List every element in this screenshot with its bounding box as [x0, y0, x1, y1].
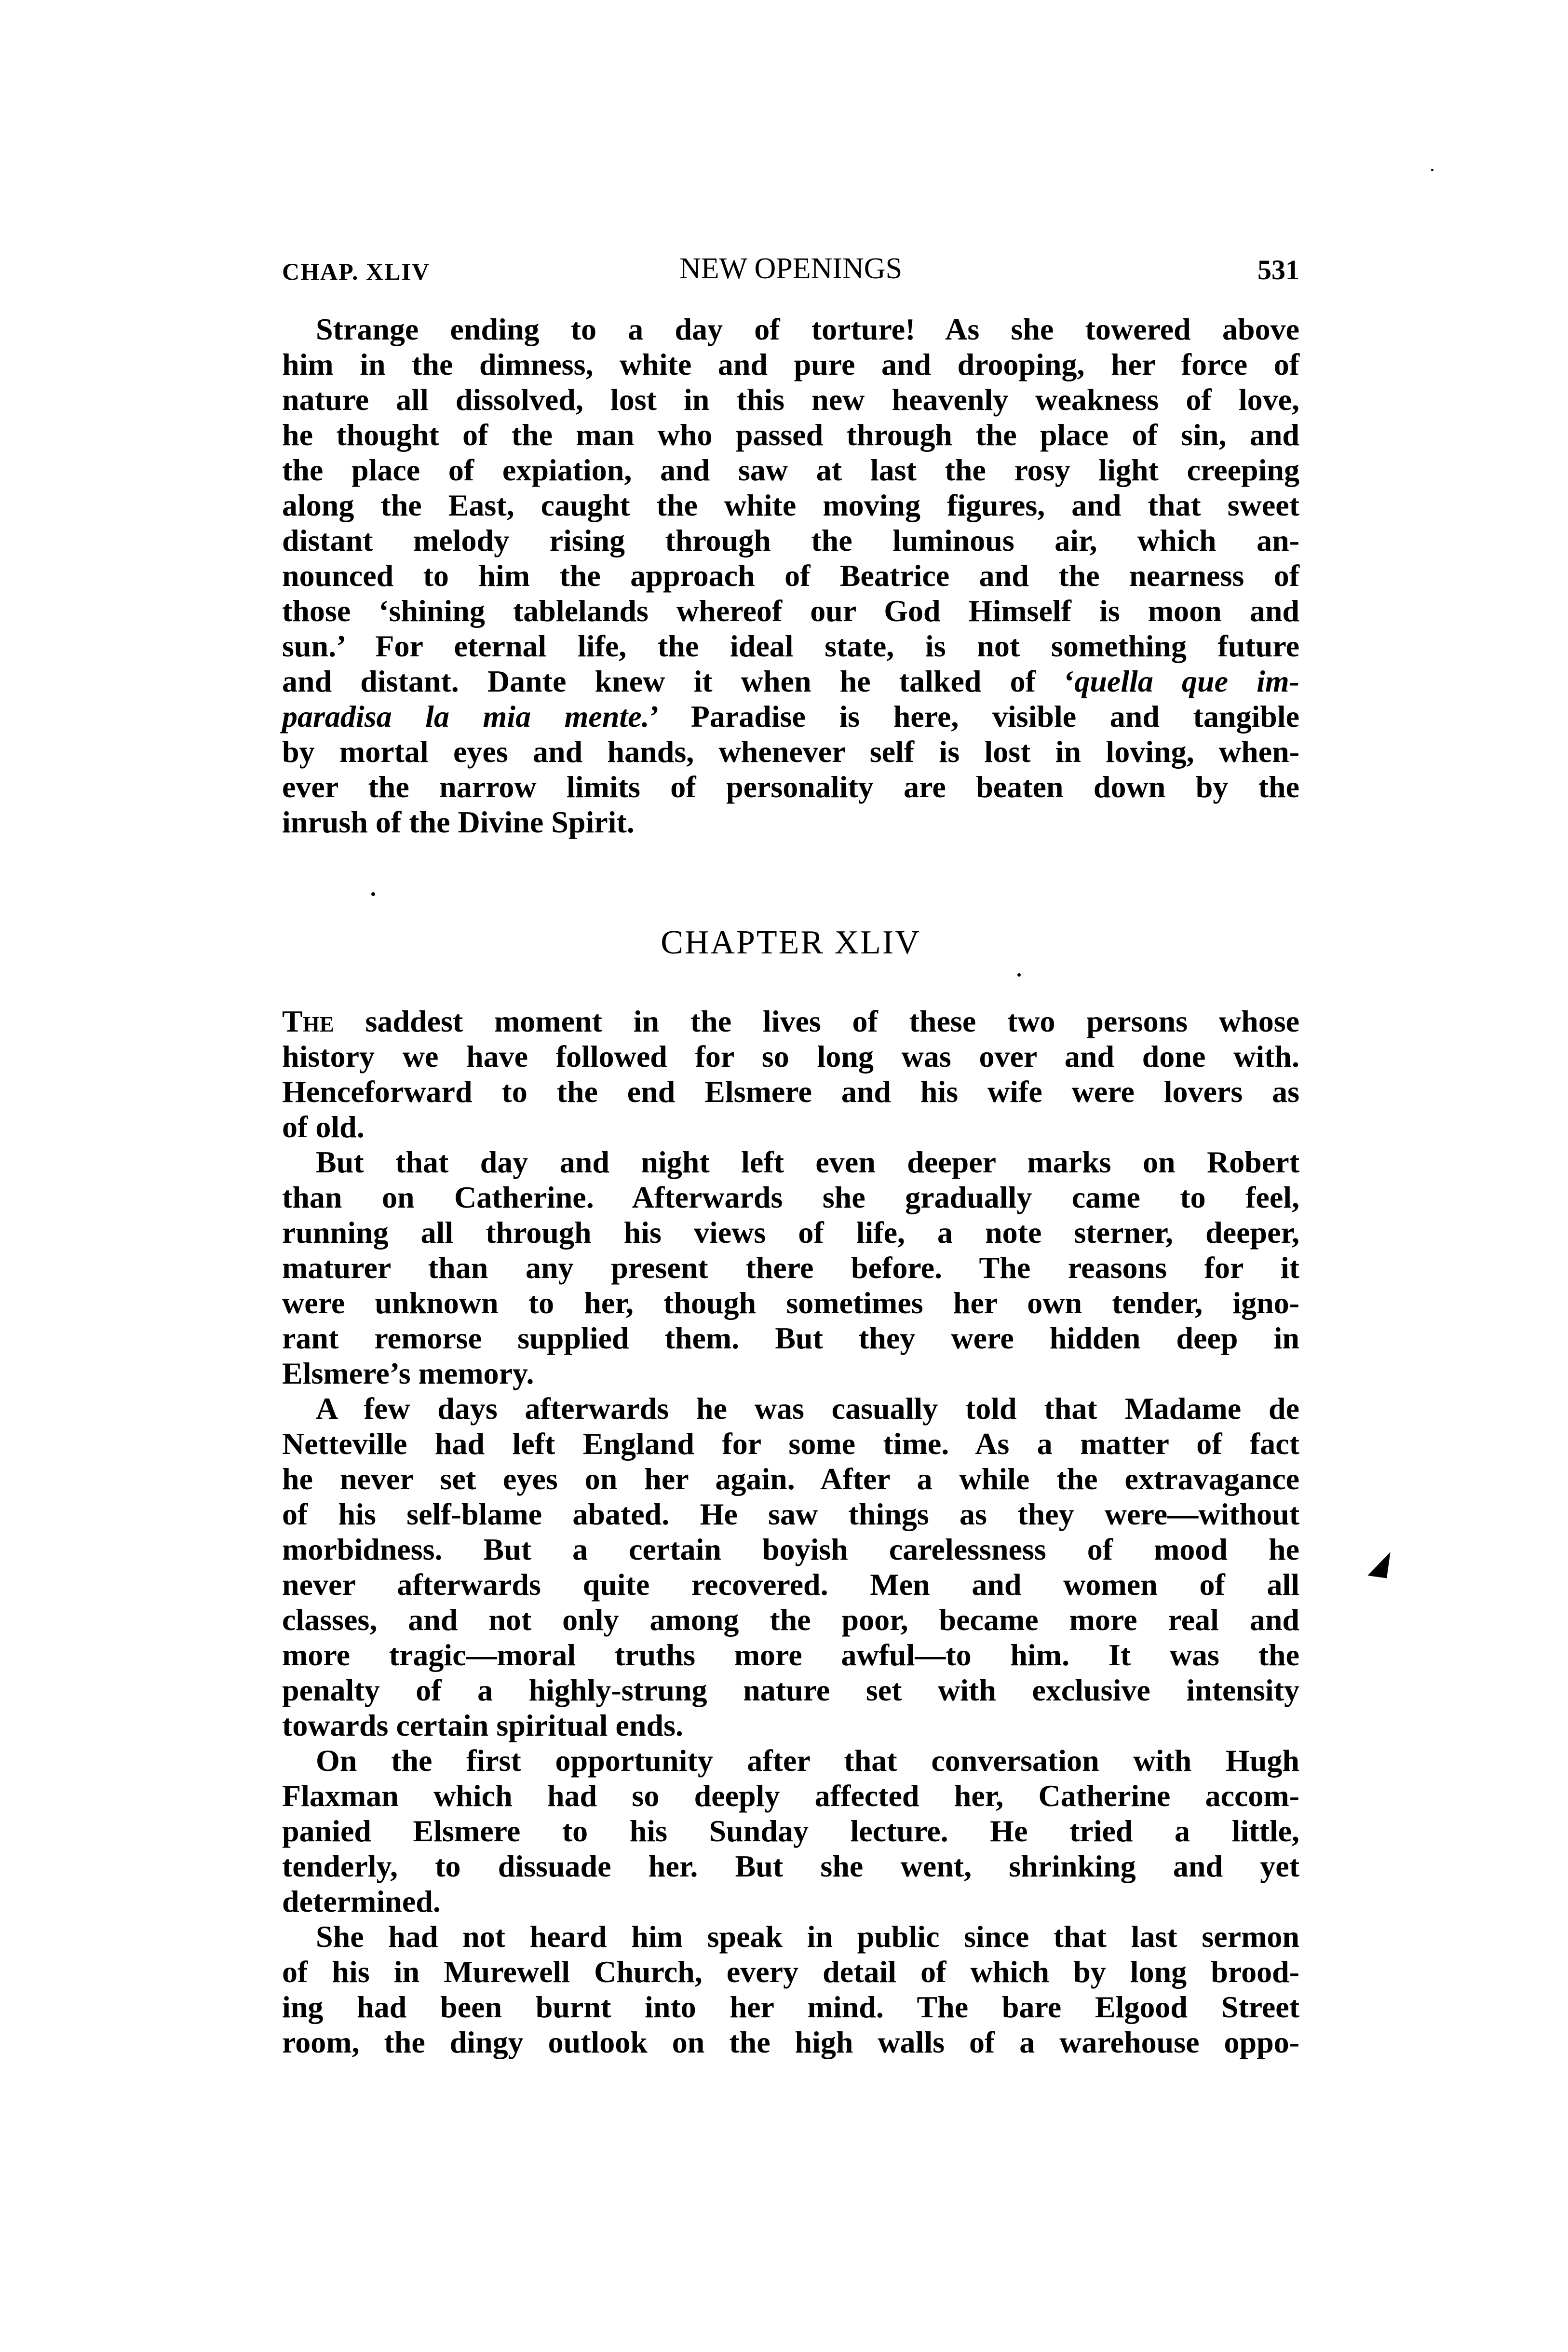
text-line: determined. — [282, 1884, 441, 1918]
page-number: 531 — [1257, 254, 1299, 286]
speck-mark — [1017, 973, 1021, 977]
text-line: inrush of the Divine Spirit. — [282, 805, 635, 839]
text-line: The saddest moment in the lives of these two persons whose — [282, 1004, 1299, 1038]
paragraph — [282, 1743, 1299, 1919]
text-line: distant melody rising through the luminous air, which an- — [282, 523, 1299, 557]
speck-mark — [1431, 169, 1433, 171]
text-line: than on Catherine. Afterwards she gradually came to feel, — [282, 1180, 1299, 1214]
text-line: were unknown to her, though sometimes her own tender, igno- — [282, 1286, 1299, 1320]
running-title: NEW OPENINGS — [679, 252, 903, 285]
pencil-mark — [1367, 1549, 1390, 1578]
text-line: classes, and not only among the poor, became more real and — [282, 1603, 1299, 1637]
text-line: and distant. Dante knew it when he talked of ‘quella que im- — [282, 664, 1300, 698]
text-line: On the first opportunity after that conversation with Hugh — [316, 1743, 1299, 1778]
text-line: But that day and night left even deeper marks on Robert — [316, 1145, 1299, 1179]
paragraph — [282, 1919, 1299, 2060]
text-line: Flaxman which had so deeply affected her, Catherine accom- — [282, 1779, 1299, 1813]
opening-word: The — [282, 1004, 334, 1038]
text-line: She had not heard him speak in public since that last sermon — [316, 1919, 1299, 1954]
chapter-heading: CHAPTER XLIV — [661, 924, 921, 961]
text-line: towards certain spiritual ends. — [282, 1708, 683, 1742]
text-line: tenderly, to dissuade her. But she went, shrinking and yet — [282, 1849, 1299, 1883]
text-line: Strange ending to a day of torture! As she towered above — [316, 312, 1299, 346]
text-line: Netteville had left England for some time. As a matter of fact — [282, 1427, 1299, 1461]
text-line: A few days afterwards he was casually told that Madame de — [316, 1391, 1299, 1426]
paragraph — [282, 312, 1299, 840]
text-line: of his self-blame abated. He saw things as they were—without — [282, 1497, 1299, 1531]
text-line: morbidness. But a certain boyish carelessness of mood he — [282, 1532, 1299, 1566]
text-line: along the East, caught the white moving figures, and that sweet — [282, 488, 1299, 522]
paragraph — [282, 1391, 1299, 1743]
text-line: running all through his views of life, a note sterner, deeper, — [282, 1215, 1299, 1250]
text-line: him in the dimness, white and pure and drooping, her force of — [282, 347, 1299, 381]
text-line: Henceforward to the end Elsmere and his wife were lovers as — [282, 1074, 1299, 1109]
text-line: room, the dingy outlook on the high walls of a warehouse oppo- — [282, 2025, 1299, 2059]
text-line: maturer than any present there before. The reasons for it — [282, 1251, 1299, 1285]
text-line: penalty of a highly-strung nature set with exclusive intensity — [282, 1673, 1299, 1707]
continuation-text — [282, 312, 1299, 840]
paragraph — [282, 1004, 1299, 1144]
text-line: Elsmere’s memory. — [282, 1356, 534, 1390]
text-line: rant remorse supplied them. But they were hidden deep in — [282, 1321, 1299, 1355]
text-line: history we have followed for so long was over and done with. — [282, 1039, 1299, 1074]
text-line: nounced to him the approach of Beatrice and the nearness of — [282, 558, 1299, 593]
text-line: more tragic—moral truths more awful—to him. It was the — [282, 1638, 1299, 1672]
italic-quote: quella que im- — [1074, 664, 1300, 698]
text-line: by mortal eyes and hands, whenever self is lost in loving, when- — [282, 734, 1299, 769]
text-line: of his in Murewell Church, every detail of which by long brood- — [282, 1955, 1299, 1989]
running-head — [282, 251, 1299, 289]
text-line: the place of expiation, and saw at last the rosy light creeping — [282, 453, 1299, 487]
text-line: he never set eyes on her again. After a while the extravagance — [282, 1462, 1299, 1496]
chapter-body — [282, 1004, 1299, 2060]
text-line: panied Elsmere to his Sunday lecture. He tried a little, — [282, 1814, 1299, 1848]
chapter-reference: CHAP. XLIV — [282, 258, 431, 285]
italic-quote: paradisa la mia mente. — [282, 699, 649, 734]
text-line: paradisa la mia mente.’ Paradise is here, visible and tangible — [282, 699, 1300, 734]
text-line: sun.’ For eternal life, the ideal state, is not something future — [282, 629, 1299, 663]
text-line: never afterwards quite recovered. Men and women of all — [282, 1567, 1299, 1602]
text-line: nature all dissolved, lost in this new heavenly weakness of love, — [282, 382, 1299, 417]
text-line: ing had been burnt into her mind. The bare Elgood Street — [282, 1990, 1299, 2024]
text-line: of old. — [282, 1110, 365, 1144]
speck-mark — [371, 892, 375, 896]
text-line: those ‘shining tablelands whereof our God Himself is moon and — [282, 594, 1299, 628]
text-line: he thought of the man who passed through the place of sin, and — [282, 418, 1299, 452]
text-line: ever the narrow limits of personality are beaten down by the — [282, 770, 1299, 804]
paragraph — [282, 1144, 1299, 1391]
